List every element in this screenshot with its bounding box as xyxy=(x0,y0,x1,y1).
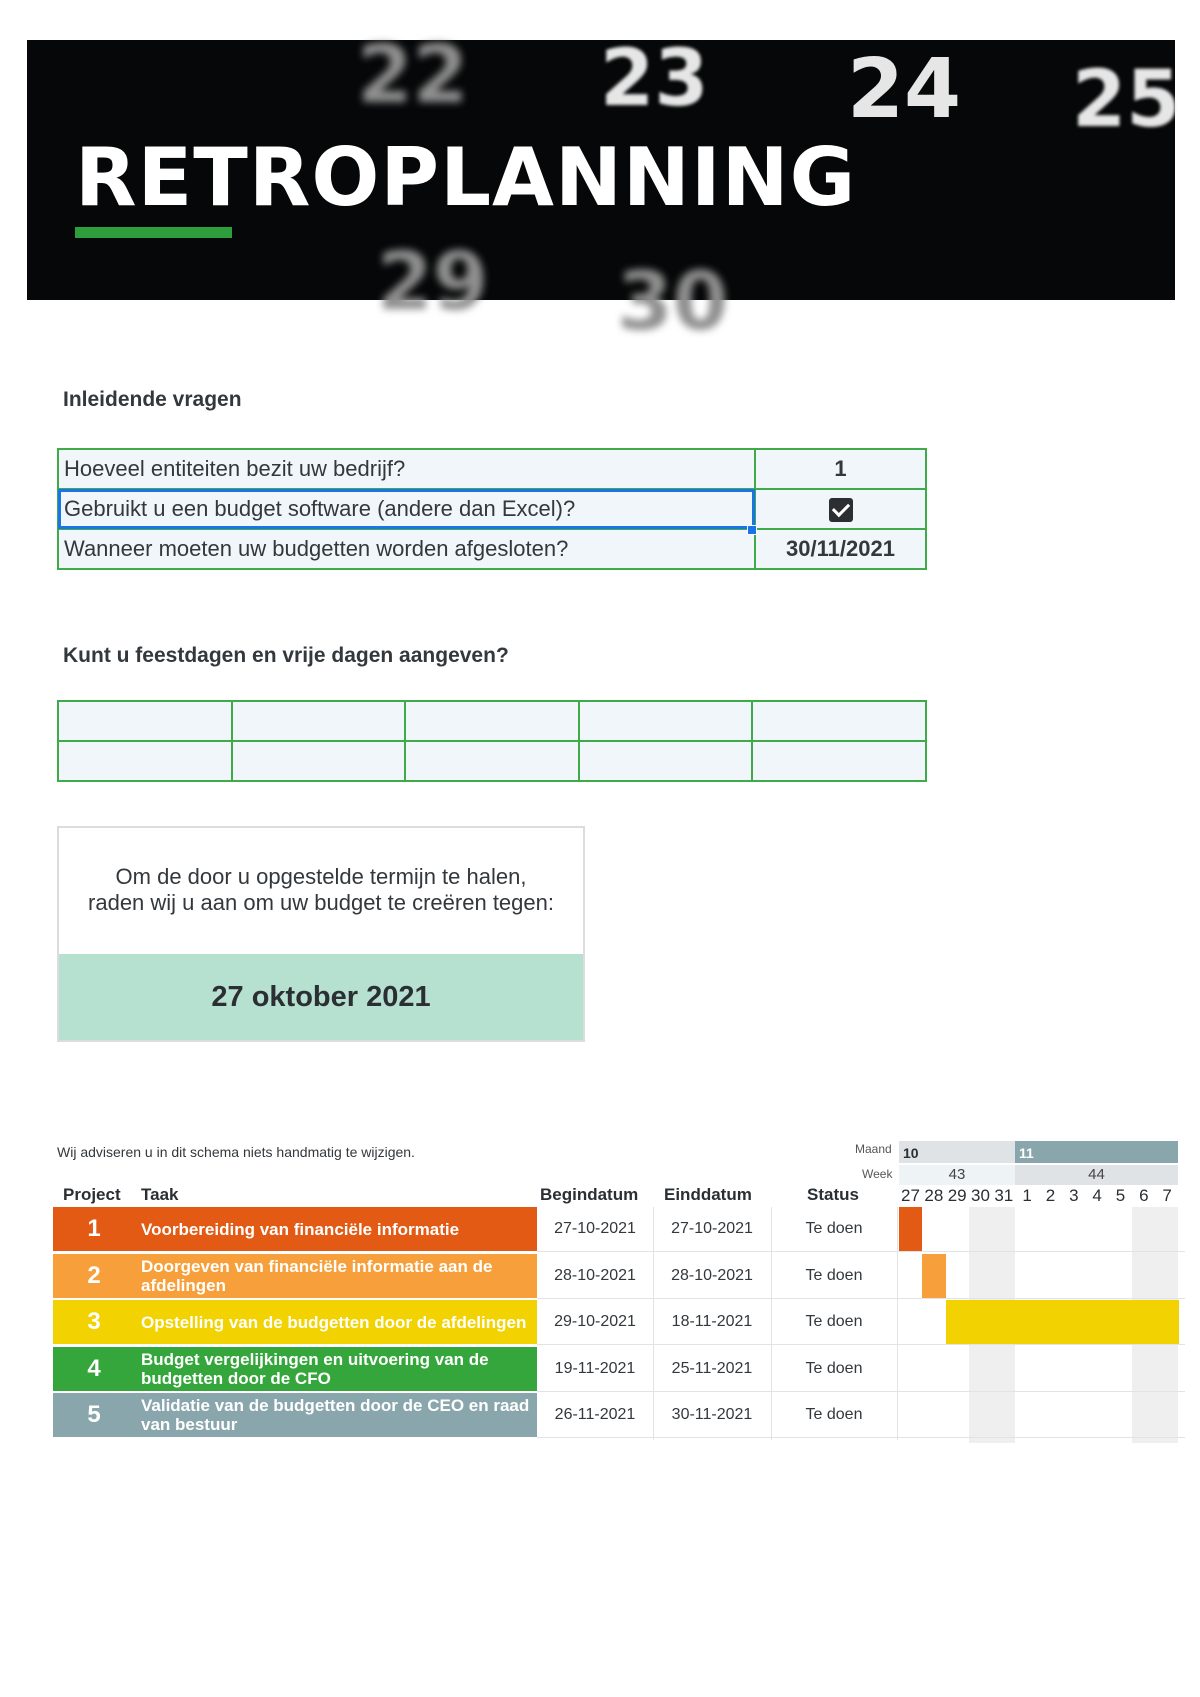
advice-box xyxy=(57,826,585,1042)
week-cell: 43 xyxy=(899,1165,1015,1185)
question-row xyxy=(58,449,926,489)
column-divider xyxy=(897,1207,898,1440)
holiday-cell[interactable] xyxy=(579,741,753,781)
status-cell[interactable]: Te doen xyxy=(805,1359,863,1377)
banner-number: 22 xyxy=(357,28,469,121)
gantt-bar xyxy=(899,1207,922,1251)
row-divider xyxy=(537,1437,1185,1438)
month-cell: 11 xyxy=(1015,1141,1178,1163)
task-row[interactable] xyxy=(53,1254,537,1298)
advice-text-line: Om de door u opgestelde termijn te halen, xyxy=(115,864,527,889)
banner-number: 24 xyxy=(847,42,962,137)
holiday-cell[interactable] xyxy=(752,741,926,781)
deadline-date-cell[interactable]: 30/11/2021 xyxy=(755,529,926,569)
entities-count-cell[interactable]: 1 xyxy=(755,449,926,489)
header-banner xyxy=(27,28,1181,348)
task-name: Opstelling van de budgetten door de afdelingen xyxy=(141,1312,527,1332)
day-header: 3 xyxy=(1069,1186,1079,1205)
row-divider xyxy=(537,1251,1185,1252)
holiday-cell[interactable] xyxy=(579,701,753,741)
end-date-cell[interactable]: 28-10-2021 xyxy=(671,1266,753,1284)
task-row[interactable] xyxy=(53,1207,537,1251)
checkbox-checked-icon[interactable] xyxy=(829,498,853,522)
holiday-cell[interactable] xyxy=(232,701,406,741)
status-cell[interactable]: Te doen xyxy=(805,1406,863,1423)
end-date-cell[interactable]: 25-11-2021 xyxy=(671,1359,753,1377)
banner-number: 25 xyxy=(1072,55,1181,145)
day-header: 4 xyxy=(1092,1186,1102,1205)
banner-number: 29 xyxy=(377,235,489,328)
banner-number: 23 xyxy=(600,34,709,124)
day-header: 31 xyxy=(994,1186,1014,1205)
gantt-bar xyxy=(922,1254,945,1298)
selection-fill-handle[interactable] xyxy=(747,525,757,535)
project-number: 4 xyxy=(87,1354,101,1382)
task-name: Doorgeven van financiële informatie aan de afdelingen xyxy=(141,1256,493,1295)
project-number: 2 xyxy=(87,1261,101,1289)
row-divider xyxy=(537,1344,1185,1345)
holiday-cell[interactable] xyxy=(58,741,232,781)
day-header: 30 xyxy=(971,1186,990,1205)
end-date-cell[interactable]: 30-11-2021 xyxy=(671,1406,753,1423)
budget-software-cell[interactable] xyxy=(755,489,926,529)
day-header: 2 xyxy=(1045,1186,1056,1205)
status-cell[interactable]: Te doen xyxy=(805,1220,863,1237)
day-header: 1 xyxy=(1022,1186,1032,1205)
intro-section-title: Inleidende vragen xyxy=(63,388,242,411)
row-divider xyxy=(537,1391,1185,1392)
advice-text xyxy=(59,864,583,916)
question-label[interactable]: Hoeveel entiteiten bezit uw bedrijf? xyxy=(58,449,755,489)
holidays-grid xyxy=(57,700,927,782)
question-row xyxy=(58,489,926,529)
col-header-task: Taak xyxy=(141,1185,179,1204)
month-label: Maand xyxy=(855,1142,892,1156)
intro-questions-table xyxy=(57,448,927,570)
month-cell: 10 xyxy=(899,1141,1015,1163)
start-date-cell[interactable]: 26-11-2021 xyxy=(554,1406,636,1423)
project-number: 5 xyxy=(87,1401,101,1428)
day-header: 6 xyxy=(1139,1186,1149,1205)
day-header: 28 xyxy=(924,1186,944,1205)
question-label[interactable]: Wanneer moeten uw budgetten worden afgesloten? xyxy=(58,529,755,569)
day-header: 7 xyxy=(1162,1186,1172,1205)
day-header: 29 xyxy=(947,1186,967,1205)
end-date-cell[interactable]: 18-11-2021 xyxy=(671,1313,753,1330)
week-cell: 44 xyxy=(1015,1165,1178,1185)
col-header-end: Einddatum xyxy=(664,1185,752,1204)
holiday-cell[interactable] xyxy=(405,701,579,741)
status-cell[interactable]: Te doen xyxy=(805,1313,863,1330)
holiday-cell[interactable] xyxy=(405,741,579,781)
holidays-section-title: Kunt u feestdagen en vrije dagen aangeven? xyxy=(63,644,509,667)
start-date-cell[interactable]: 19-11-2021 xyxy=(554,1359,636,1377)
gantt-bar xyxy=(946,1300,1179,1344)
week-label: Week xyxy=(862,1167,893,1181)
project-number: 1 xyxy=(87,1215,101,1242)
schedule-note: Wij adviseren u in dit schema niets handmatig te wijzigen. xyxy=(57,1144,415,1160)
start-date-cell[interactable]: 29-10-2021 xyxy=(554,1313,636,1330)
advice-text-line: raden wij u aan om uw budget te creëren tegen: xyxy=(88,890,554,915)
task-row[interactable] xyxy=(53,1347,537,1391)
task-name: Budget vergelijkingen en uitvoering van de budgetten door de CFO xyxy=(141,1349,489,1388)
end-date-cell[interactable]: 27-10-2021 xyxy=(671,1220,753,1237)
question-row xyxy=(58,529,926,569)
page-title: RETROPLANNING xyxy=(75,131,857,224)
holiday-cell[interactable] xyxy=(752,701,926,741)
holiday-cell[interactable] xyxy=(232,741,406,781)
column-divider xyxy=(771,1207,772,1440)
col-header-start: Begindatum xyxy=(540,1185,639,1204)
task-row[interactable] xyxy=(53,1300,537,1344)
start-date-cell[interactable]: 27-10-2021 xyxy=(554,1220,636,1237)
banner-number: 30 xyxy=(617,255,729,348)
day-header: 5 xyxy=(1115,1186,1126,1205)
status-cell[interactable]: Te doen xyxy=(805,1266,863,1284)
holiday-cell[interactable] xyxy=(58,701,232,741)
task-row[interactable] xyxy=(53,1393,537,1437)
title-underline xyxy=(75,227,232,238)
project-number: 3 xyxy=(87,1308,101,1335)
col-header-project: Project xyxy=(63,1185,121,1204)
col-header-status: Status xyxy=(807,1185,859,1204)
recommended-date: 27 oktober 2021 xyxy=(59,954,583,1040)
task-name: Validatie van de budgetten door de CEO en raad van bestuur xyxy=(141,1396,530,1434)
day-header: 27 xyxy=(901,1186,920,1205)
question-label-selected[interactable]: Gebruikt u een budget software (andere dan Excel)? xyxy=(58,489,755,529)
task-name: Voorbereiding van financiële informatie xyxy=(141,1219,460,1239)
row-divider xyxy=(537,1298,1185,1299)
column-divider xyxy=(653,1207,654,1440)
start-date-cell[interactable]: 28-10-2021 xyxy=(554,1266,636,1284)
